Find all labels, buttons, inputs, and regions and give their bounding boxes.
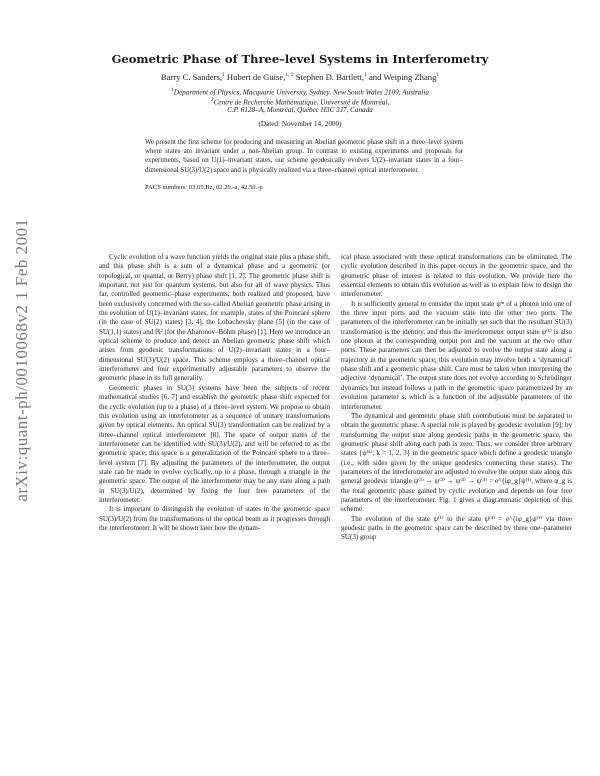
paper-title: Geometric Phase of Three–level Systems in Interferometry: [111, 52, 489, 66]
author-name: Barry C. Sanders,: [160, 72, 222, 82]
author-list: [0, 72, 600, 82]
author-name: Stephen D. Bartlett,: [295, 72, 365, 82]
arxiv-identifier: [2, 150, 42, 570]
author-affil-sup: 1: [364, 72, 367, 79]
body-paragraph: Geometric phases in SU(3) systems have been the subjects of recent mathematical studies [6, 7] and establish the geometric phase shift expected for the cyclic evolution (up to a phase) of a three–level system. We propose to obtain this evolution using an interferometer as a sequence of unitary transformations given by optical elements. An optical SU(3) transformation can be realized by a three–channel optical interferometer [8]. The space of output states of the interferometer can be identified with SU(3)/U(2), and will be referred to as the geometric space; this space is a generalization of the Poincaré sphere to a three–level system [7]. By adjusting the parameters of the interferometer, the output state can be made to evolve cyclically, up to a phase, through a triangle in the geometric space. The output of the interferometer may be any state along a path in SU(3)/U(2), determined by fixing the four free parameters of the interferometer.: [99, 383, 330, 504]
dated-line: (Dated: November 14, 2000): [258, 120, 342, 128]
body-column-right: [341, 253, 572, 543]
body-paragraph: ical phase associated with these optical transformations can be eliminated. The cyclic evolution described in this paper occurs in the geometric space, and the geometric phase of interest is related to this evolution. We provide here the essential elements to obtain this evolution as well as to explain how to design the interferometer.: [341, 253, 572, 299]
body-paragraph: It is important to distinguish the evolution of states in the geometric space SU(3)/U(2) from the transformations of the optical beam as it progresses through the interferometer. It will be shown later how the dynam-: [99, 505, 330, 532]
author-name: Hubert de Guise,: [226, 72, 286, 82]
body-paragraph: Cyclic evolution of a wave function yields the original state plus a phase shift, and this phase shift is a sum of a dynamical phase and a geometric (or topological, or quantal, or Berry) phase shift [1, 2]. The geometric phase shift is important, not just for quantum systems, but also for all of wave physics. Thus far, controlled geometric–phase experiments, both realized and proposed, have been exclusively concerned with the so–called Abelian geometric phase arising in the evolution of U(1)–invariant states, for example, states of the Poincaré sphere (in the case of SU(2) states) [3, 4], the Lobachevsky plane [5] (in the case of SU(1,1) states) and ℝ² (for the Aharonov–Bohm phase) [1]. Here we introduce an optical scheme to produce and detect an Abelian geometric phase shift which arises from geodesic transformations of U(2)–invariant states in a four–dimensional SU(3)/U(2) space. This scheme employs a three–channel optical interferometer and four experimentally adjustable parameters to observe the geometric phase in its full generality.: [99, 253, 330, 383]
affiliation-2-sup: 2: [210, 97, 214, 103]
author-affil-sup: 1, 2: [285, 72, 294, 79]
author-name: and Weiping Zhang: [368, 72, 437, 82]
body-paragraph: The evolution of the state ψ⁽¹⁾ to the state ψ⁽⁴⁾ = e^{iφ_g}ψ⁽¹⁾ via three geodesic paths in the geometric space can be described by three one–parameter SU(3) group: [341, 514, 572, 542]
affiliation-2-address: C.P. 6128–A, Montréal, Québec H3C 3J7, Canada: [227, 106, 373, 114]
author-affil-sup: 1: [436, 72, 440, 79]
author-affil-sup: 1: [221, 72, 225, 79]
body-paragraph: The dynamical and geometric phase shift contributions must be separated to obtain the geometric phase. A special role is played by geodesic evolution [9]; by transforming the output state along geodesic paths in the geometric space, the geometric phase shift along each path is zero. Thus, we consider three arbitrary states {ψ⁽ᵏ⁾; k = 1, 2, 3} in the geometric space which define a geodesic triangle (i.e., with sides given by the unique geodesics connecting these states). The parameters of the interferometer are adjusted to evolve the output state along this general geodesic triangle ψ⁽¹⁾ → ψ⁽²⁾ → ψ⁽³⁾ → ψ⁽⁴⁾ = e^{iφ_g}ψ⁽¹⁾, where φ_g is the total geometric phase gained by cyclic evolution and depends on four free parameters of the interferometer. Fig. 1 gives a diagrammatic depiction of this scheme.: [341, 411, 572, 514]
pacs-numbers: PACS numbers: 03.65.Bz, 02.20.-a, 42.50.-p: [145, 184, 263, 191]
affiliation-1-text: Department of Physics, Macquarie University, Sydney, New South Wales 2109, Australia: [173, 88, 429, 97]
arxiv-identifier-text: arXiv:quant-ph/0010068v2 1 Feb 2001: [12, 218, 31, 502]
body-paragraph: It is sufficiently general to consider the input state ψⁱⁿ of a photon into one of the three input ports and the vacuum state into the other two ports. The parameters of the interferometer can be initially set such that the resultant SU(3) transformation is the identity, and thus the interferometer output state ψ⁽¹⁾ is also one photon at the corresponding output port and the vacuum at the two other ports. These parameters can then be adjusted to evolve the output state along a trajectory in the geometric space; this evolution may involve both a ‘dynamical’ phase shift and a geometric phase shift. Care must be taken when interpreting the adjective ‘dynamical’. The output state does not evolve according to Schrödinger dynamics but instead follows a path in the geometric space parametrized by an evolution parameter s, which is a function of the adjustable parameters of the interferometer.: [341, 299, 572, 411]
body-column-left: [99, 253, 330, 533]
abstract: We present the first scheme for producing and measuring an Abelian geometric phase shift in a three–level system where states are invariant under a non-Abelian group. In contrast to existing experiments and proposals for experiments, based on U(1)–invariant states, our scheme geodesically evolves U(2)–invariant states in a four–dimensional SU(3)/U(2) space and is physically realized via a three–channel optical interferometer.: [145, 139, 463, 174]
affiliation-1-sup: 1: [171, 87, 174, 93]
affiliation-2-text: Centre de Recherche Mathématique, Université de Montréal,: [213, 98, 390, 107]
